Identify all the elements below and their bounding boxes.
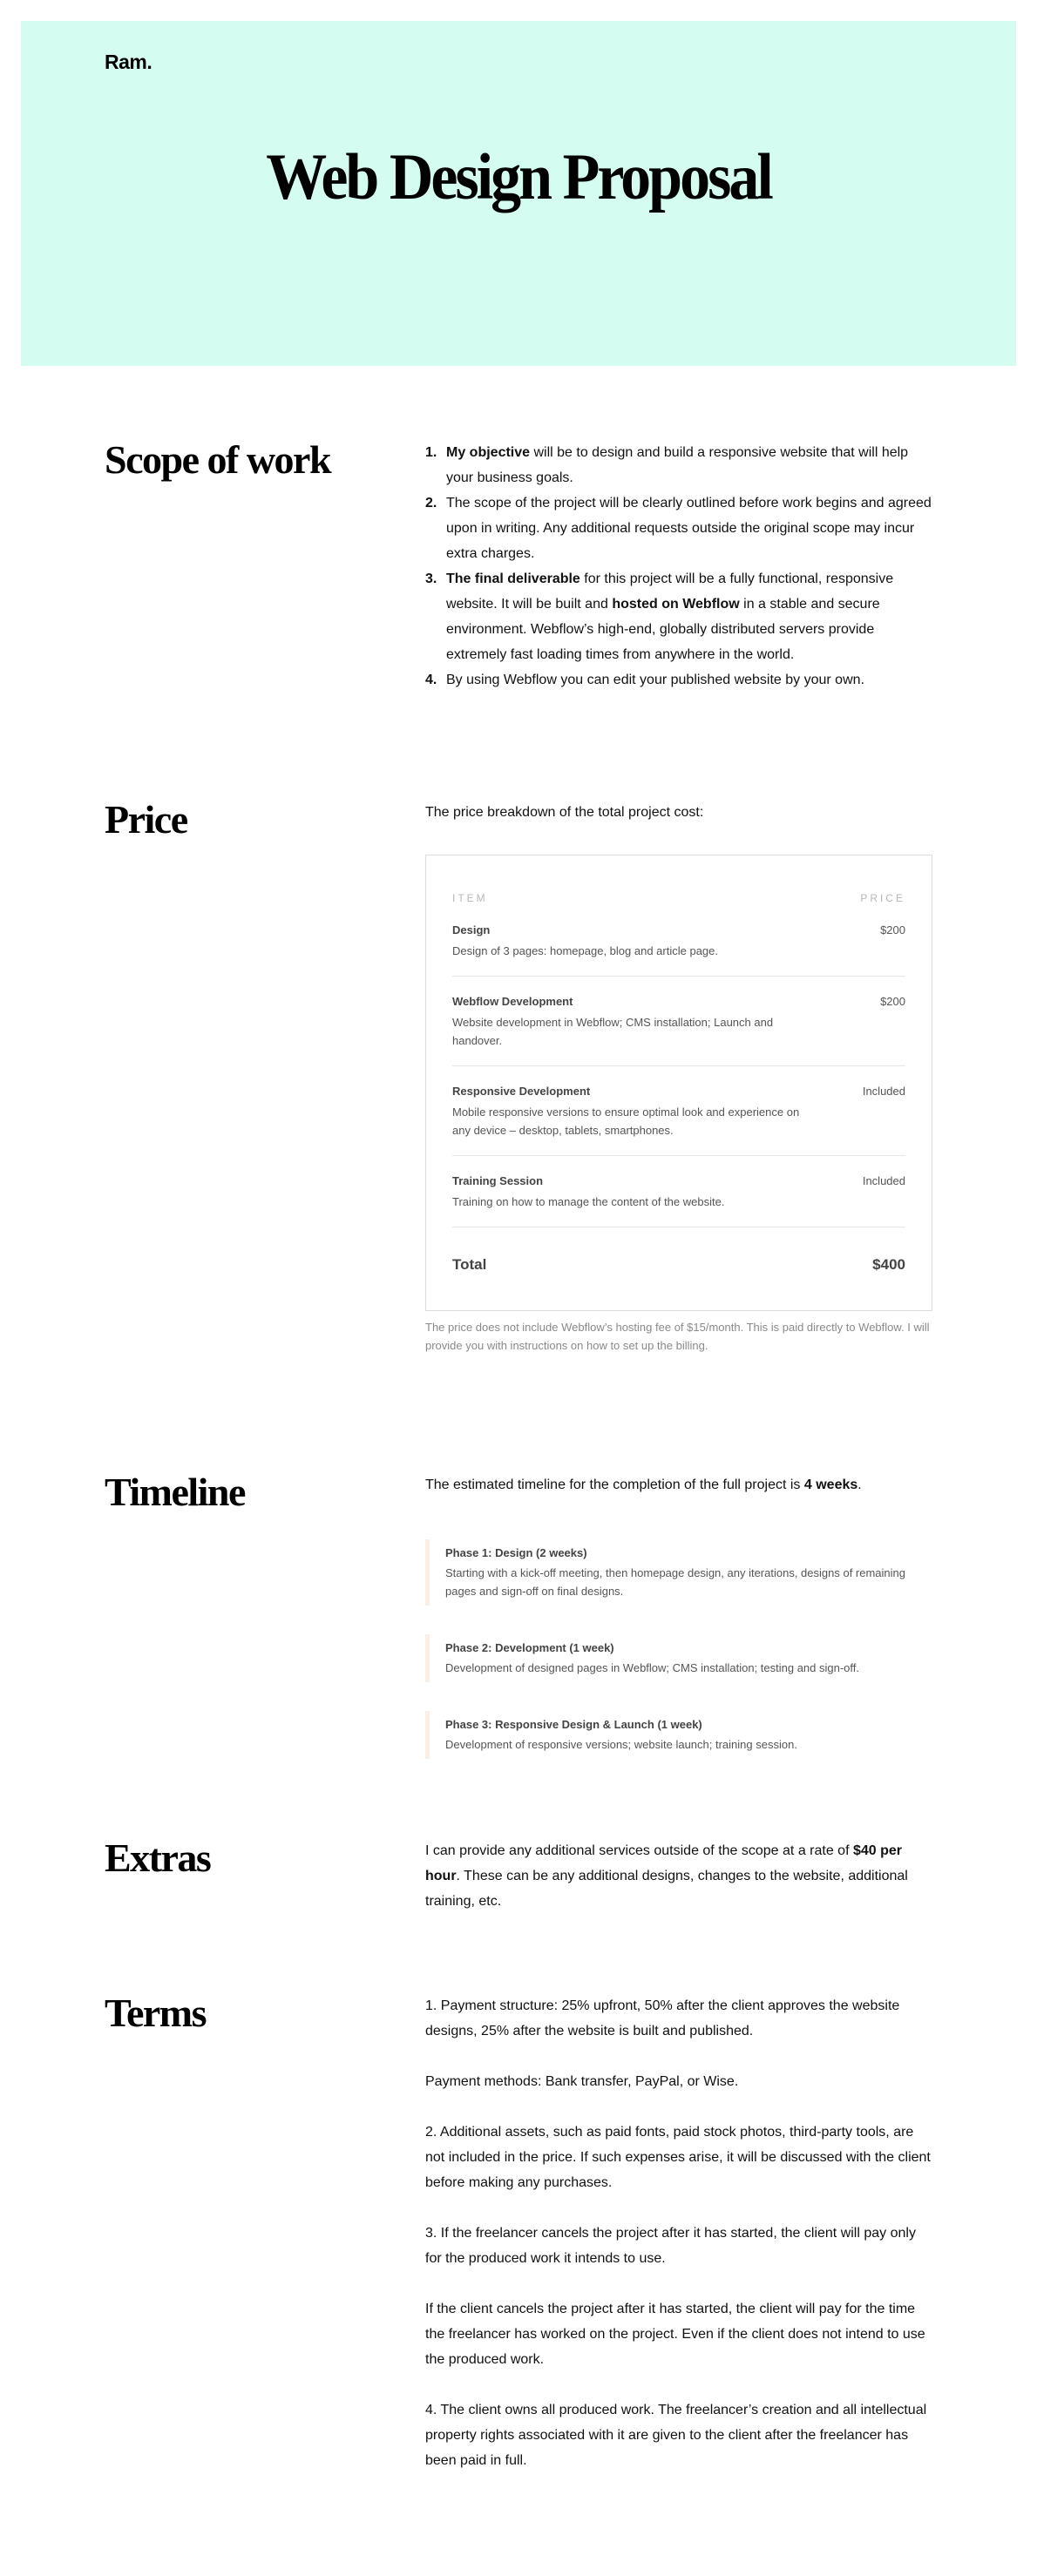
- price-row-desc: Design of 3 pages: homepage, blog and article page.: [452, 944, 718, 957]
- scope-item-number: 4.: [425, 673, 437, 687]
- price-row-value: $200: [880, 923, 905, 936]
- timeline-intro: [425, 1472, 932, 1498]
- price-note: The price does not include Webflow’s hosting fee of $15/month. This is paid directly to Webflow. I will provide you with instructions on how to set up the billing.: [425, 1321, 930, 1352]
- section-title-price: Price: [105, 797, 187, 842]
- hero-banner: [21, 21, 1016, 366]
- scope-item-text: will be to design and build a responsive website that will help your business goals.: [446, 445, 909, 485]
- scope-item-bold: hosted on Webflow: [612, 597, 740, 612]
- scope-item: [425, 566, 932, 667]
- extras-body: [425, 1838, 932, 1914]
- terms-paragraph: If the client cancels the project after it has started, the client will pay for the time the freelancer has worked on the project. Even if the client does not intend to use the produced work.: [425, 2302, 925, 2367]
- timeline-intro-text: The estimated timeline for the completion of the full project is: [425, 1477, 804, 1492]
- price-total-label: Total: [452, 1256, 487, 1273]
- terms-body: [425, 1993, 932, 2498]
- price-row: [452, 1156, 905, 1227]
- extras-text-prefix: I can provide any additional services outside of the scope at a rate of: [425, 1843, 853, 1858]
- scope-item-number: 1.: [425, 445, 437, 460]
- section-title-terms: Terms: [105, 1991, 207, 2035]
- price-row-desc: Website development in Webflow; CMS installation; Launch and handover.: [452, 1016, 774, 1047]
- extras-text-suffix: . These can be any additional designs, changes to the website, additional training, etc.: [425, 1869, 908, 1909]
- scope-item: [425, 440, 932, 490]
- timeline-intro-suffix: .: [857, 1477, 862, 1492]
- section-title-scope: Scope of work: [105, 437, 331, 482]
- scope-body: [425, 440, 932, 693]
- price-intro: The price breakdown of the total project cost:: [425, 805, 704, 820]
- scope-item-bold: The final deliverable: [446, 571, 580, 586]
- scope-item-number: 2.: [425, 496, 437, 510]
- price-row-desc: Training on how to manage the content of the website.: [452, 1195, 725, 1208]
- terms-paragraph: 2. Additional assets, such as paid fonts, paid stock photos, third-party tools, are not included in the price. If such expenses arise, it will be discussed with the client before making any purchases.: [425, 2125, 931, 2190]
- phase-desc: Development of designed pages in Webflow; CMS installation; testing and sign-off.: [445, 1661, 860, 1674]
- phase-desc: Starting with a kick-off meeting, then homepage design, any iterations, designs of remaining pages and sign-off on final designs.: [445, 1566, 906, 1598]
- price-total-row: [452, 1227, 905, 1277]
- price-row: [452, 905, 905, 977]
- terms-paragraph: 4. The client owns all produced work. The freelancer’s creation and all intellectual property rights associated with it are given to the client after the freelancer has been paid in full.: [425, 2403, 927, 2468]
- price-row-name: Design: [452, 923, 491, 936]
- price-row-name: Training Session: [452, 1174, 544, 1187]
- page-title: Web Design Proposal: [266, 140, 771, 214]
- section-title-timeline: Timeline: [105, 1470, 245, 1514]
- col-price-header: PRICE: [860, 892, 905, 904]
- scope-item-text: in a stable and secure environment. Webflow’s high-end, globally distributed servers provide extremely fast loading times from anywhere in the world.: [446, 597, 880, 662]
- price-row-desc: Mobile responsive versions to ensure optimal look and experience on any device – desktop, tablets, smartphones.: [452, 1105, 800, 1137]
- price-row-value: Included: [862, 1174, 905, 1187]
- scope-item-number: 3.: [425, 571, 437, 586]
- scope-item-text: By using Webflow you can edit your published website by your own.: [446, 673, 864, 687]
- scope-item-text: for this project will be a fully functional, responsive website. It will be built and: [446, 571, 894, 612]
- price-row: [452, 977, 905, 1066]
- price-row-name: Webflow Development: [452, 995, 573, 1008]
- section-title-extras: Extras: [105, 1836, 211, 1880]
- terms-paragraph: 3. If the freelancer cancels the project after it has started, the client will pay only for the produced work it intends to use.: [425, 2226, 916, 2266]
- timeline-phase: [425, 1539, 932, 1606]
- price-table: [425, 855, 932, 1311]
- phase-title: Phase 2: Development (1 week): [445, 1641, 614, 1654]
- price-row-name: Responsive Development: [452, 1085, 591, 1098]
- scope-item: [425, 490, 932, 566]
- price-body: [425, 800, 932, 1366]
- phase-desc: Development of responsive versions; website launch; training session.: [445, 1738, 797, 1751]
- price-total-value: $400: [872, 1256, 905, 1273]
- terms-paragraph: 1. Payment structure: 25% upfront, 50% after the client approves the website designs, 25% after the website is built and published.: [425, 1998, 900, 2038]
- timeline-duration: 4 weeks: [803, 1477, 858, 1492]
- col-item-header: ITEM: [452, 892, 488, 904]
- timeline-body: [425, 1472, 932, 1786]
- extras-text: [425, 1838, 932, 1914]
- price-table-header: [452, 891, 905, 905]
- scope-list: [425, 440, 932, 693]
- scope-item: [425, 667, 932, 693]
- timeline-phase: [425, 1634, 932, 1682]
- price-row-value: $200: [880, 995, 905, 1008]
- price-row: [452, 1066, 905, 1156]
- phase-title: Phase 3: Responsive Design & Launch (1 week): [445, 1718, 702, 1731]
- timeline-phase: [425, 1711, 932, 1759]
- brand-logo[interactable]: Ram.: [105, 51, 152, 73]
- terms-paragraph: Payment methods: Bank transfer, PayPal, or Wise.: [425, 2074, 739, 2089]
- price-row-value: Included: [862, 1085, 905, 1098]
- scope-item-text: The scope of the project will be clearly outlined before work begins and agreed upon in writing. Any additional requests outside the original scope may incur extra charges.: [446, 496, 932, 561]
- extras-rate: $40 per hour: [425, 1843, 903, 1883]
- scope-item-bold: My objective: [446, 445, 531, 460]
- phase-title: Phase 1: Design (2 weeks): [445, 1546, 587, 1559]
